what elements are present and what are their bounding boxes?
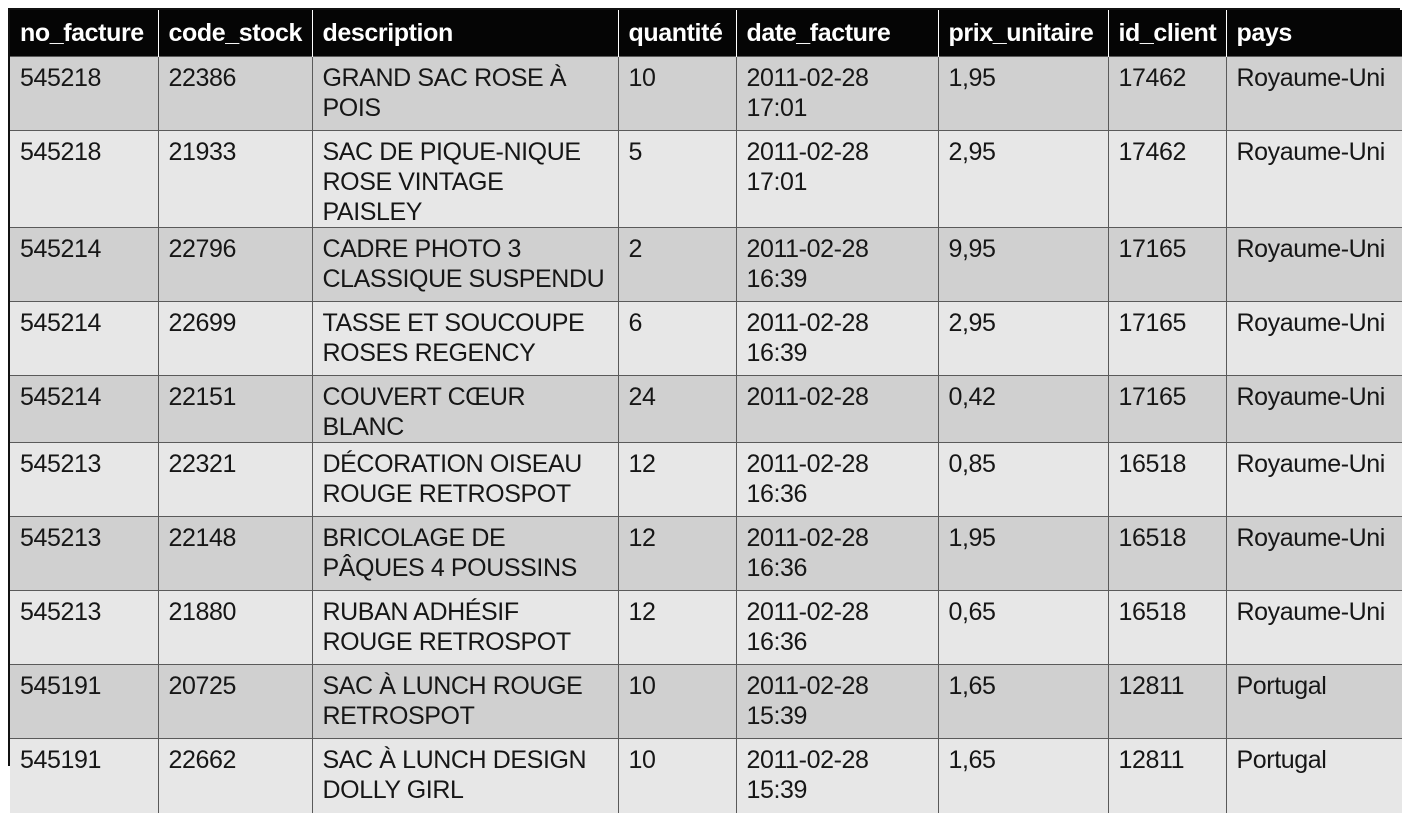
cell-code-stock: 21880 xyxy=(158,591,312,665)
column-header-date-facture: date_facture xyxy=(736,10,938,57)
cell-description: RUBAN ADHÉSIF ROUGE RETROSPOT xyxy=(312,591,618,665)
cell-id-client: 17165 xyxy=(1108,302,1226,376)
cell-date-facture: 2011-02-28 16:36 xyxy=(736,443,938,517)
cell-pays: Portugal xyxy=(1226,739,1402,813)
cell-prix-unitaire: 1,95 xyxy=(938,517,1108,591)
table-row xyxy=(10,591,1402,665)
cell-description: TASSE ET SOUCOUPE ROSES REGENCY xyxy=(312,302,618,376)
cell-quantite: 12 xyxy=(618,517,736,591)
cell-no-facture: 545213 xyxy=(10,591,158,665)
cell-code-stock: 22151 xyxy=(158,376,312,443)
cell-description: SAC DE PIQUE-NIQUE ROSE VINTAGE PAISLEY xyxy=(312,131,618,228)
cell-id-client: 17165 xyxy=(1108,228,1226,302)
cell-id-client: 17462 xyxy=(1108,131,1226,228)
cell-prix-unitaire: 9,95 xyxy=(938,228,1108,302)
cell-code-stock: 21933 xyxy=(158,131,312,228)
header-row xyxy=(10,10,1402,57)
cell-quantite: 10 xyxy=(618,739,736,813)
cell-no-facture: 545213 xyxy=(10,443,158,517)
cell-date-facture: 2011-02-28 16:36 xyxy=(736,517,938,591)
table-body xyxy=(10,57,1402,813)
cell-pays: Portugal xyxy=(1226,665,1402,739)
table-row xyxy=(10,228,1402,302)
cell-date-facture: 2011-02-28 xyxy=(736,376,938,443)
column-header-no-facture: no_facture xyxy=(10,10,158,57)
cell-description: SAC À LUNCH ROUGE RETROSPOT xyxy=(312,665,618,739)
cell-date-facture: 2011-02-28 15:39 xyxy=(736,665,938,739)
cell-prix-unitaire: 1,65 xyxy=(938,739,1108,813)
cell-quantite: 10 xyxy=(618,665,736,739)
cell-date-facture: 2011-02-28 16:36 xyxy=(736,591,938,665)
table-row xyxy=(10,517,1402,591)
cell-quantite: 6 xyxy=(618,302,736,376)
cell-pays: Royaume-Uni xyxy=(1226,591,1402,665)
table-row xyxy=(10,665,1402,739)
cell-id-client: 17165 xyxy=(1108,376,1226,443)
cell-code-stock: 22796 xyxy=(158,228,312,302)
cell-no-facture: 545218 xyxy=(10,57,158,131)
cell-prix-unitaire: 2,95 xyxy=(938,302,1108,376)
cell-id-client: 16518 xyxy=(1108,517,1226,591)
cell-quantite: 10 xyxy=(618,57,736,131)
column-header-description: description xyxy=(312,10,618,57)
table-row xyxy=(10,739,1402,813)
cell-id-client: 12811 xyxy=(1108,739,1226,813)
table-row xyxy=(10,376,1402,443)
table-row xyxy=(10,57,1402,131)
cell-prix-unitaire: 1,65 xyxy=(938,665,1108,739)
cell-quantite: 12 xyxy=(618,443,736,517)
cell-prix-unitaire: 0,65 xyxy=(938,591,1108,665)
cell-code-stock: 22699 xyxy=(158,302,312,376)
cell-description: SAC À LUNCH DESIGN DOLLY GIRL xyxy=(312,739,618,813)
cell-pays: Royaume-Uni xyxy=(1226,517,1402,591)
cell-description: BRICOLAGE DE PÂQUES 4 POUSSINS xyxy=(312,517,618,591)
table-row xyxy=(10,302,1402,376)
cell-date-facture: 2011-02-28 17:01 xyxy=(736,131,938,228)
cell-id-client: 17462 xyxy=(1108,57,1226,131)
cell-no-facture: 545218 xyxy=(10,131,158,228)
cell-code-stock: 22321 xyxy=(158,443,312,517)
table-header xyxy=(10,10,1402,57)
cell-id-client: 16518 xyxy=(1108,591,1226,665)
column-header-quantite: quantité xyxy=(618,10,736,57)
cell-prix-unitaire: 0,42 xyxy=(938,376,1108,443)
column-header-pays: pays xyxy=(1226,10,1402,57)
column-header-prix-unitaire: prix_unitaire xyxy=(938,10,1108,57)
cell-code-stock: 20725 xyxy=(158,665,312,739)
cell-no-facture: 545191 xyxy=(10,739,158,813)
cell-quantite: 12 xyxy=(618,591,736,665)
cell-date-facture: 2011-02-28 15:39 xyxy=(736,739,938,813)
cell-prix-unitaire: 2,95 xyxy=(938,131,1108,228)
cell-code-stock: 22662 xyxy=(158,739,312,813)
cell-date-facture: 2011-02-28 16:39 xyxy=(736,228,938,302)
cell-quantite: 24 xyxy=(618,376,736,443)
cell-pays: Royaume-Uni xyxy=(1226,228,1402,302)
column-header-id-client: id_client xyxy=(1108,10,1226,57)
cell-no-facture: 545214 xyxy=(10,376,158,443)
column-header-code-stock: code_stock xyxy=(158,10,312,57)
cell-pays: Royaume-Uni xyxy=(1226,376,1402,443)
cell-description: CADRE PHOTO 3 CLASSIQUE SUSPENDU xyxy=(312,228,618,302)
cell-code-stock: 22148 xyxy=(158,517,312,591)
cell-quantite: 2 xyxy=(618,228,736,302)
cell-description: COUVERT CŒUR BLANC xyxy=(312,376,618,443)
cell-id-client: 16518 xyxy=(1108,443,1226,517)
table-row xyxy=(10,131,1402,228)
cell-id-client: 12811 xyxy=(1108,665,1226,739)
cell-date-facture: 2011-02-28 16:39 xyxy=(736,302,938,376)
invoice-table xyxy=(10,10,1402,813)
cell-pays: Royaume-Uni xyxy=(1226,57,1402,131)
cell-description: GRAND SAC ROSE À POIS xyxy=(312,57,618,131)
cell-description: DÉCORATION OISEAU ROUGE RETROSPOT xyxy=(312,443,618,517)
table-row xyxy=(10,443,1402,517)
cell-no-facture: 545214 xyxy=(10,228,158,302)
cell-pays: Royaume-Uni xyxy=(1226,302,1402,376)
cell-prix-unitaire: 0,85 xyxy=(938,443,1108,517)
cell-pays: Royaume-Uni xyxy=(1226,131,1402,228)
cell-prix-unitaire: 1,95 xyxy=(938,57,1108,131)
cell-no-facture: 545214 xyxy=(10,302,158,376)
cell-pays: Royaume-Uni xyxy=(1226,443,1402,517)
cell-code-stock: 22386 xyxy=(158,57,312,131)
cell-no-facture: 545191 xyxy=(10,665,158,739)
cell-no-facture: 545213 xyxy=(10,517,158,591)
data-table-container xyxy=(8,8,1400,804)
cell-quantite: 5 xyxy=(618,131,736,228)
cell-date-facture: 2011-02-28 17:01 xyxy=(736,57,938,131)
